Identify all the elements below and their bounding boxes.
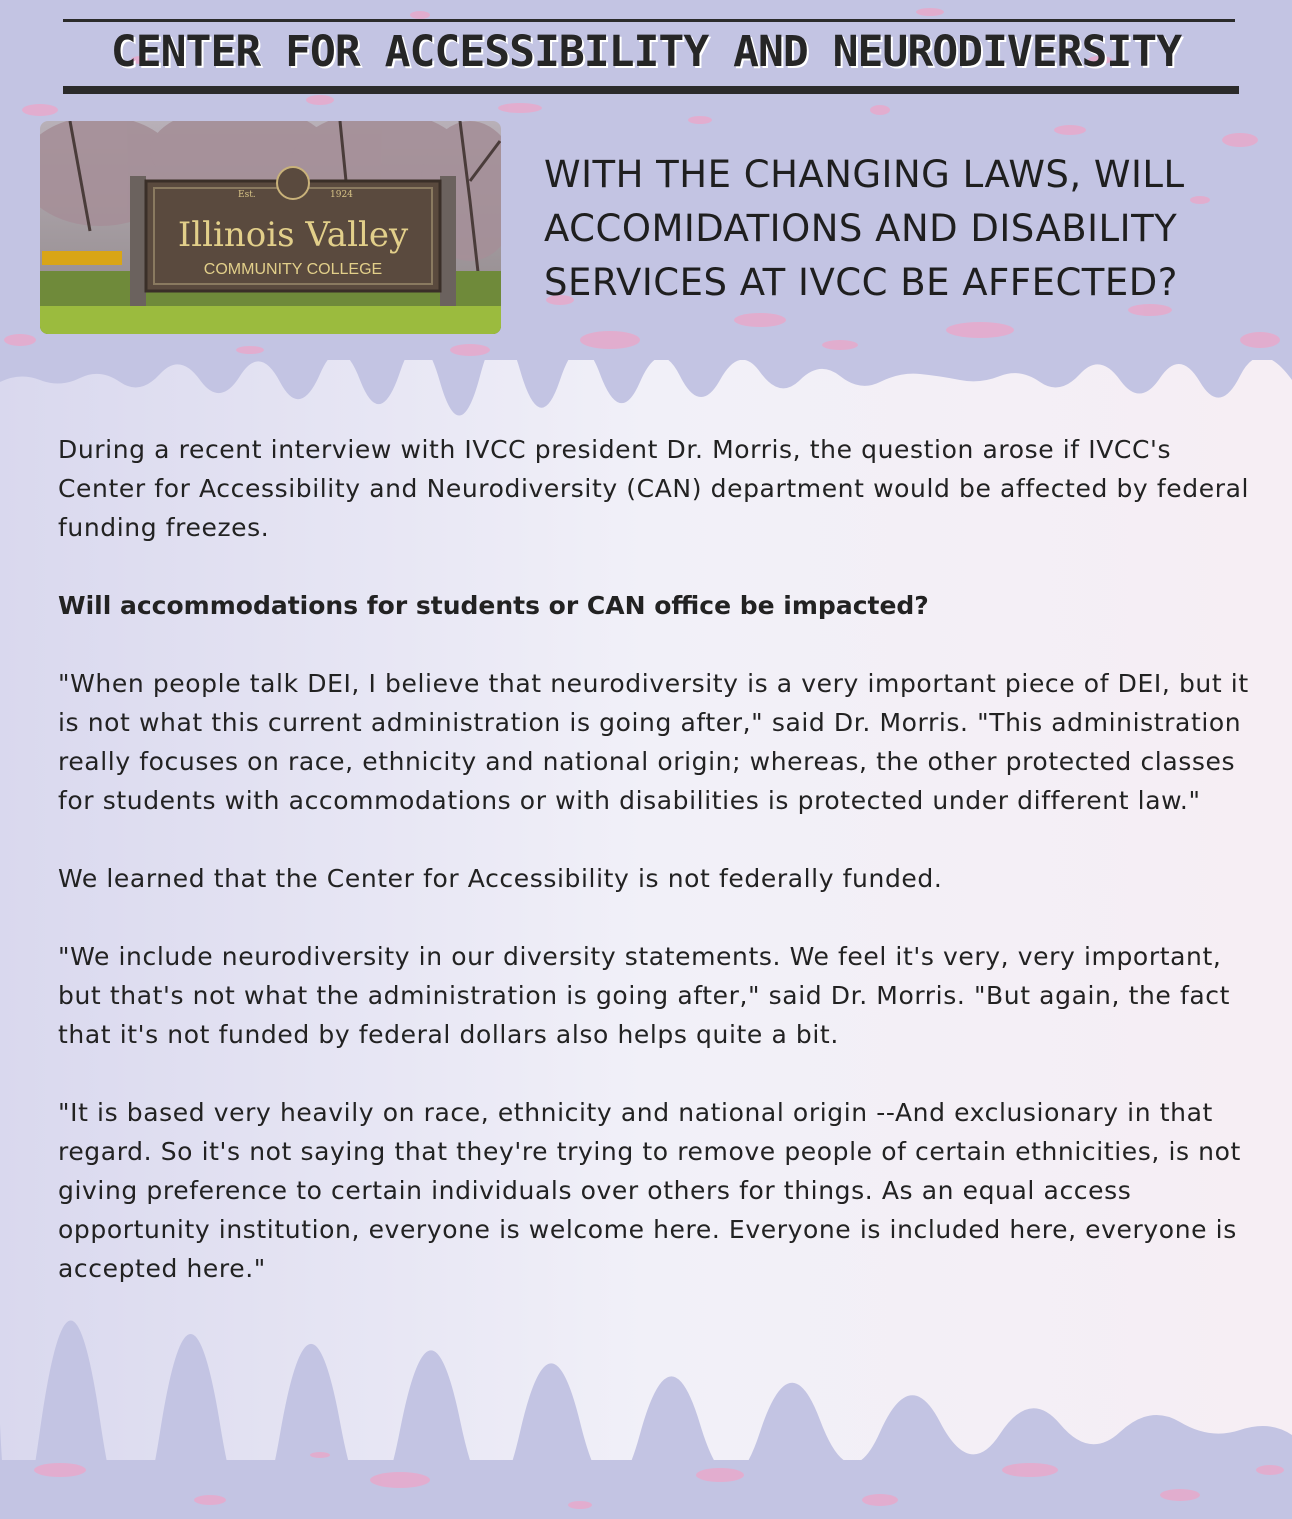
headline-line-3: SERVICES AT IVCC BE AFFECTED? bbox=[544, 261, 1178, 304]
sign-subtitle: COMMUNITY COLLEGE bbox=[203, 261, 383, 278]
headline bbox=[544, 148, 1264, 310]
article-quote-1: "When people talk DEI, I believe that neurodiversity is a very important piece of DEI, but it is not what this current administration is going after," said Dr. Morris. "This administration really focuses on race, ethnicity and national origin; whereas, the other protected classes for students with accommodations or with disabilities is protected under different law." bbox=[58, 669, 1249, 815]
article-fact: We learned that the Center for Accessibility is not federally funded. bbox=[58, 864, 943, 893]
masthead-bottom-rule bbox=[63, 86, 1239, 94]
article-body bbox=[58, 430, 1258, 1327]
sign-college-name: Illinois Valley bbox=[177, 215, 409, 255]
article-quote-3: "It is based very heavily on race, ethnicity and national origin --And exclusionary in that regard. So it's not saying that they're trying to remove people of certain ethnicities, is not giving preference to certain individuals over others for things. As an equal access opportunity institution, everyone is welcome here. Everyone is included here, everyone is accepted here." bbox=[58, 1098, 1241, 1283]
sign-year-text: 1924 bbox=[330, 190, 353, 200]
campus-sign-photo bbox=[40, 121, 501, 334]
sign-est-text: Est. bbox=[238, 190, 256, 200]
headline-line-2: ACCOMIDATIONS AND DISABILITY bbox=[544, 207, 1178, 250]
article-quote-2: "We include neurodiversity in our diversity statements. We feel it's very, very important, but that's not what the administration is going after," said Dr. Morris. "But again, the fact that it's not funded by federal dollars also helps quite a bit. bbox=[58, 942, 1231, 1049]
article-intro: During a recent interview with IVCC president Dr. Morris, the question arose if IVCC's Center for Accessibility and Neurodiversity (CAN) department would be affected by federal funding freezes. bbox=[58, 435, 1250, 542]
article-question: Will accommodations for students or CAN office be impacted? bbox=[58, 591, 929, 620]
headline-line-1: WITH THE CHANGING LAWS, WILL bbox=[544, 153, 1185, 196]
page-title: CENTER FOR ACCESSIBILITY AND NEURODIVERSITY bbox=[110, 27, 1182, 77]
